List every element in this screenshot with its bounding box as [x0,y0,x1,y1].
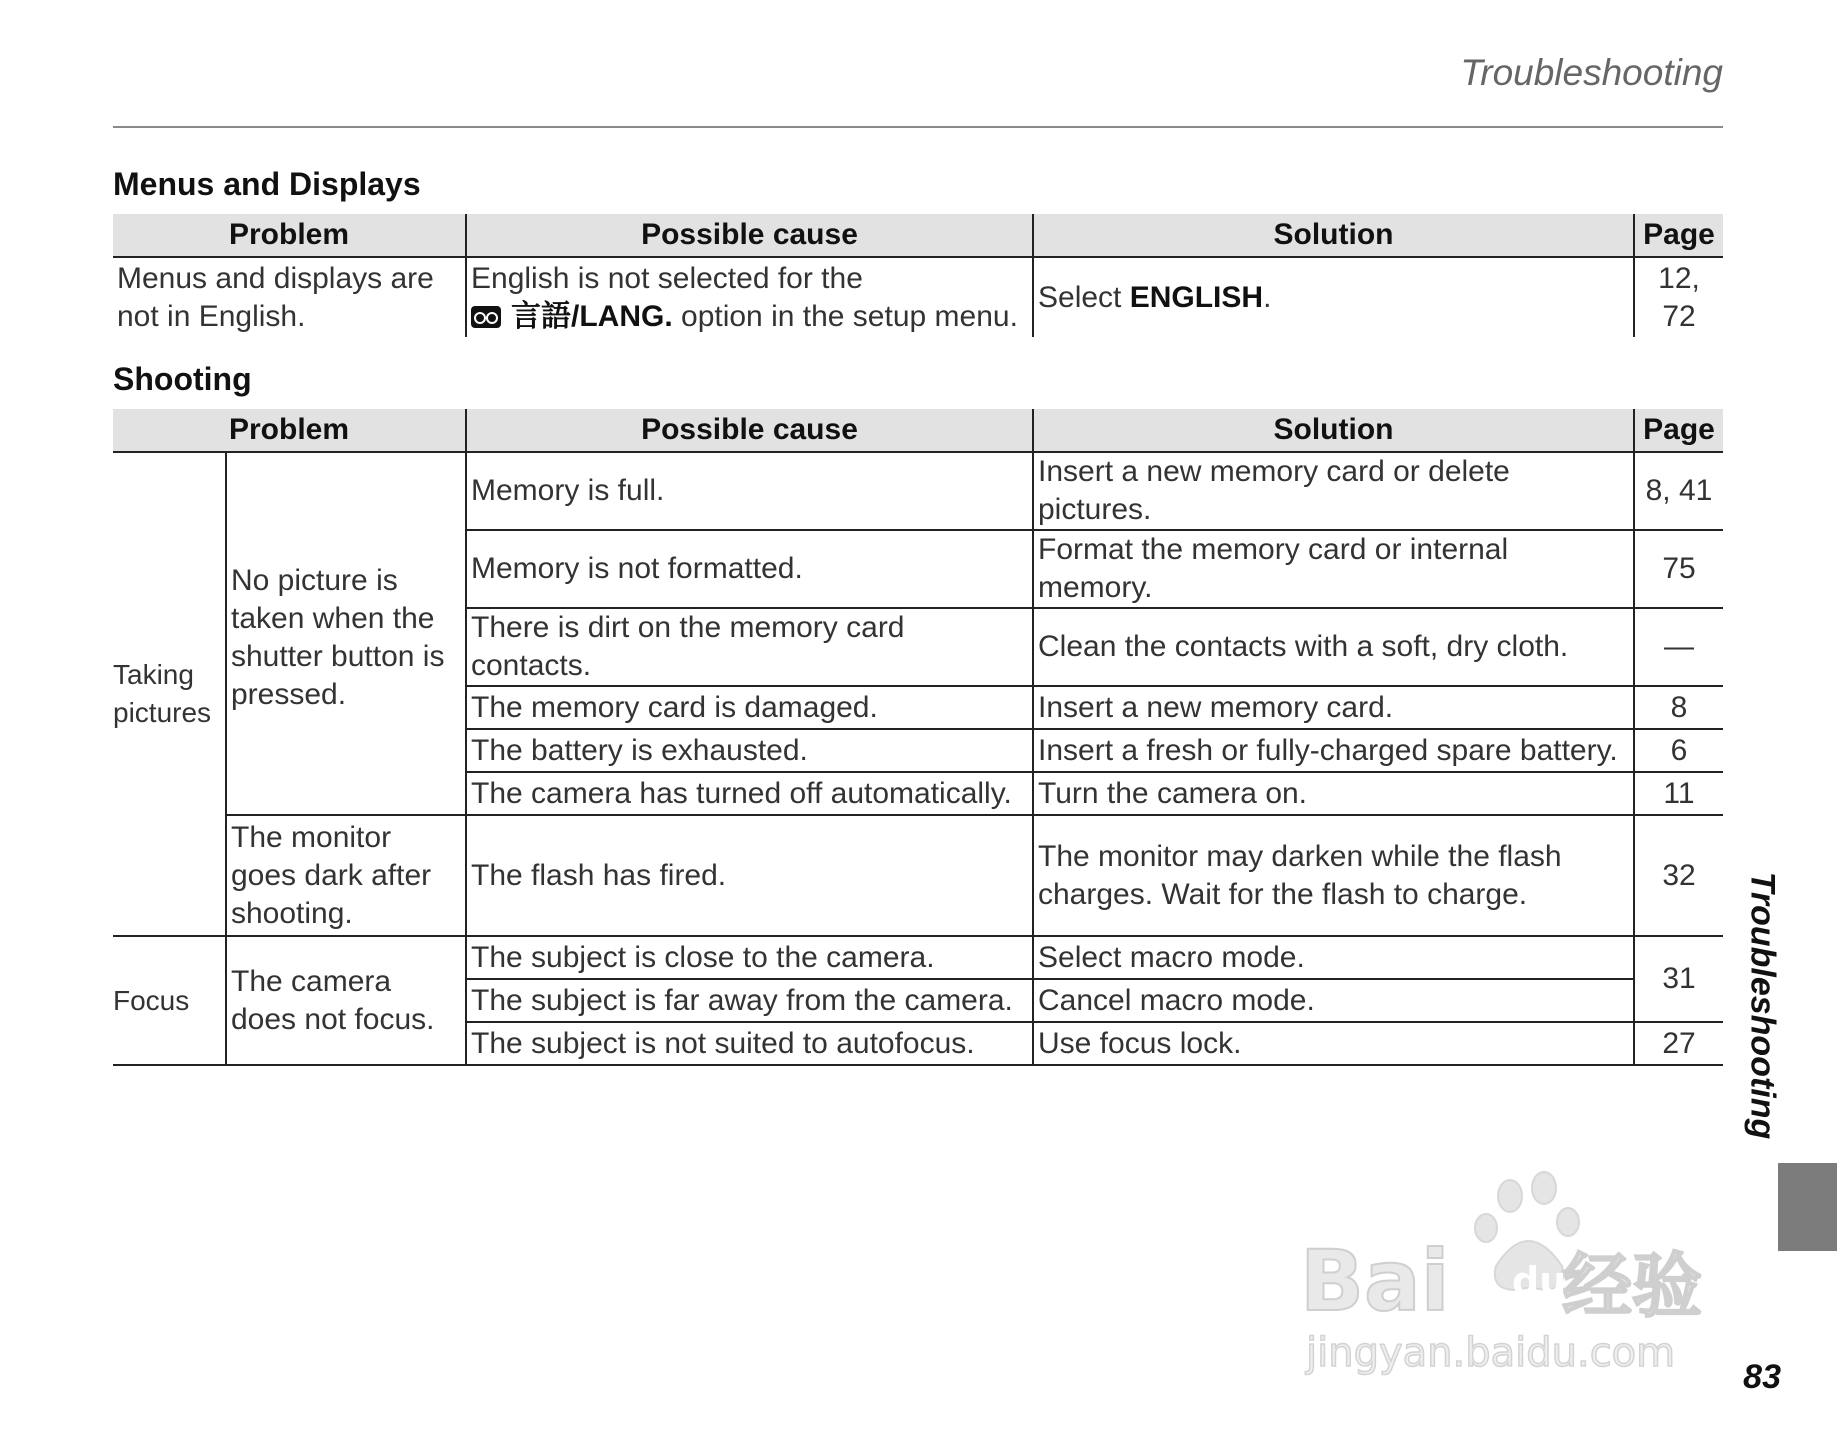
header-possible-cause: Possible cause [466,409,1033,452]
shooting-table [113,409,1723,1066]
cause-cell: The battery is exhausted. [466,729,1033,772]
page-cell: 31 [1634,936,1723,1022]
header-possible-cause: Possible cause [466,214,1033,257]
solution-cell: Insert a new memory card. [1033,686,1634,729]
page-cell: 32 [1634,815,1723,936]
section-title-shooting: Shooting [113,361,252,397]
solution-cell [1033,257,1634,337]
side-tab-text: Troubleshooting [1743,871,1782,1139]
side-tab-marker [1778,1163,1837,1251]
header-solution: Solution [1033,409,1634,452]
header-page: Page [1634,409,1723,452]
page-cell: 12, 72 [1634,257,1723,337]
table-row [113,452,1723,530]
page-cell: 27 [1634,1022,1723,1065]
cause-line [471,298,1028,336]
table-row [113,815,1723,936]
problem-no-picture: No picture is taken when the shutter button is pressed. [226,452,466,815]
category-line: pictures [113,697,212,728]
cause-cell: There is dirt on the memory card contacts. [466,608,1033,686]
lang-option-label: 言語/LANG. [511,299,673,333]
setup-menu-icon [471,306,501,328]
solution-cell: Cancel macro mode. [1033,979,1634,1022]
solution-cell: Use focus lock. [1033,1022,1634,1065]
problem-line: not in English. [117,299,306,333]
svg-text:jingyan.baidu.com: jingyan.baidu.com [1306,1330,1676,1376]
solution-cell: Select macro mode. [1033,936,1634,979]
table-row [113,936,1723,979]
header-divider [113,126,1723,128]
category-focus: Focus [113,936,226,1065]
problem-line: Menus and displays are [117,261,434,295]
cause-cell: The memory card is damaged. [466,686,1033,729]
baidu-watermark-logo [1300,1170,1730,1380]
category-taking-pictures [113,452,226,936]
solution-cell: Turn the camera on. [1033,772,1634,815]
solution-cell: Insert a new memory card or delete pictures. [1033,452,1634,530]
page-cell: 6 [1634,729,1723,772]
problem-monitor-dark: The monitor goes dark after shooting. [226,815,466,936]
header-problem: Problem [113,214,466,257]
problem-cell [113,257,466,337]
svg-text:Bai: Bai [1300,1232,1450,1330]
running-header-title: Troubleshooting [1460,52,1723,93]
table-header-row [113,214,1723,257]
header-problem: Problem [113,409,466,452]
cause-cell: The subject is not suited to autofocus. [466,1022,1033,1065]
solution-cell: The monitor may darken while the flash charges. Wait for the flash to charge. [1033,815,1634,936]
cause-cell: The subject is far away from the camera. [466,979,1033,1022]
cause-cell: The camera has turned off automatically. [466,772,1033,815]
section-title-menus: Menus and Displays [113,166,421,202]
svg-text:du: du [1512,1259,1567,1303]
cause-cell: The flash has fired. [466,815,1033,936]
solution-value: ENGLISH [1129,280,1264,314]
solution-cell: Format the memory card or internal memory. [1033,530,1634,608]
solution-prefix: Select [1038,280,1130,314]
problem-no-focus: The camera does not focus. [226,936,466,1065]
table-row [113,257,1723,337]
category-line: Taking [113,659,194,690]
cause-cell: The subject is close to the camera. [466,936,1033,979]
solution-suffix: . [1263,280,1272,314]
svg-text:经验: 经验 [1562,1245,1702,1327]
cause-cell [466,257,1033,337]
header-page: Page [1634,214,1723,257]
cause-line: English is not selected for the [471,261,863,295]
page-cell: 8 [1634,686,1723,729]
page-cell: 11 [1634,772,1723,815]
cause-cell: Memory is not formatted. [466,530,1033,608]
menus-table [113,214,1723,337]
side-tab-label [1732,870,1792,1140]
header-solution: Solution [1033,214,1634,257]
solution-cell: Clean the contacts with a soft, dry cloth. [1033,608,1634,686]
solution-cell: Insert a fresh or fully-charged spare battery. [1033,729,1634,772]
cause-cell: Memory is full. [466,452,1033,530]
page-cell: 75 [1634,530,1723,608]
page-cell: — [1634,608,1723,686]
page-number: 83 [1743,1358,1781,1396]
table-header-row [113,409,1723,452]
cause-tail: option in the setup menu. [672,299,1018,333]
page-cell: 8, 41 [1634,452,1723,530]
